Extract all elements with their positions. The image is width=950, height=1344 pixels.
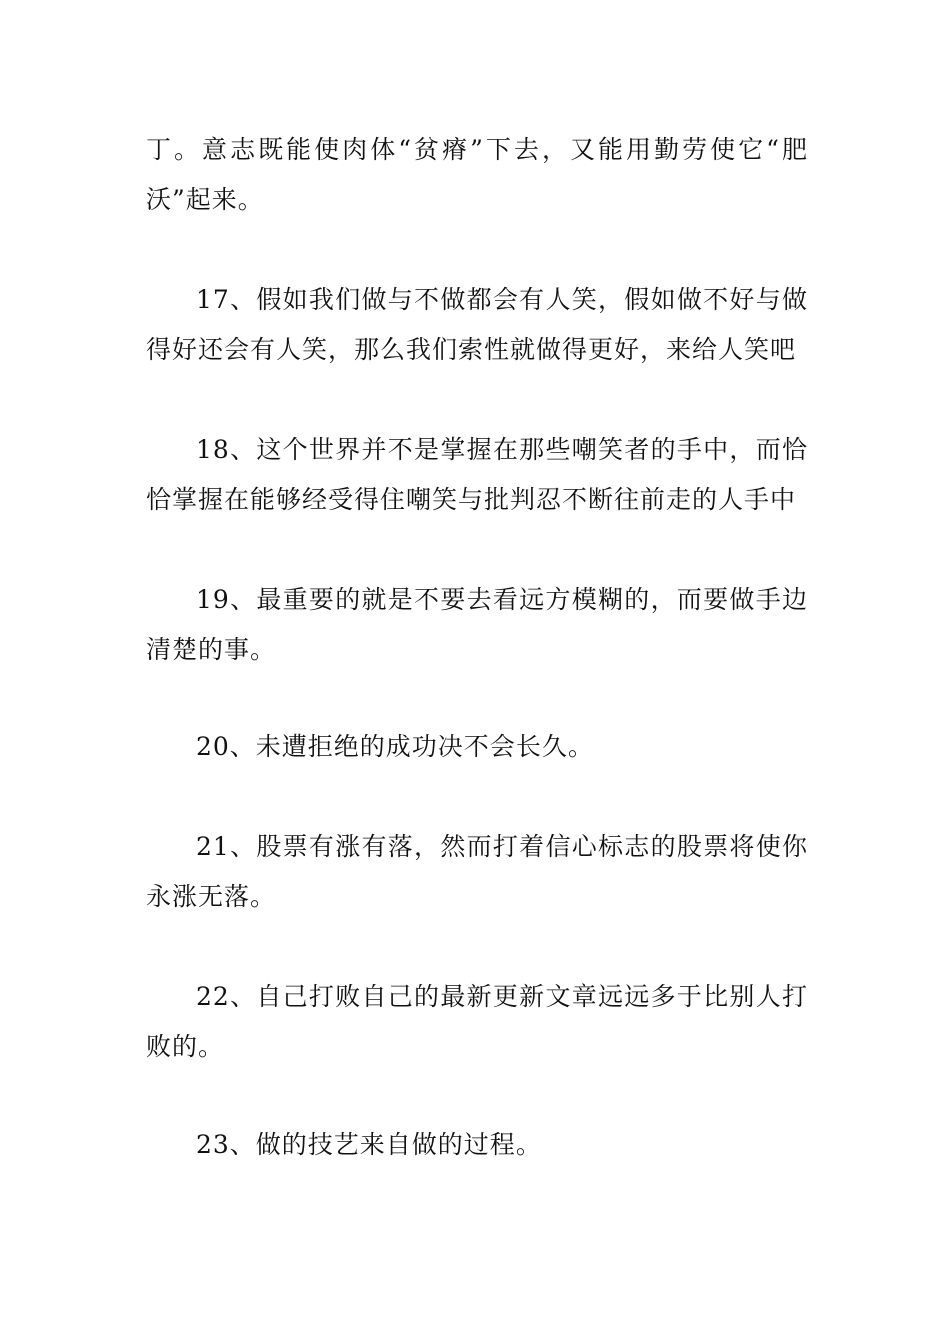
paragraph-22: 22、自己打败自己的最新更新文章远远多于比别人打败的。	[146, 982, 808, 1061]
paragraph-continued: 丁。意志既能使肉体“贫瘠”下去，又能用勤劳使它“肥沃”起来。	[146, 135, 808, 214]
paragraph-23: 23、做的技艺来自做的过程。	[196, 1130, 542, 1159]
paragraph-19: 19、最重要的就是不要去看远方模糊的，而要做手边清楚的事。	[146, 585, 808, 664]
paragraph-17: 17、假如我们做与不做都会有人笑，假如做不好与做得好还会有人笑，那么我们索性就做得更好，来给人笑吧	[146, 285, 808, 364]
paragraph-18: 18、这个世界并不是掌握在那些嘲笑者的手中，而恰恰掌握在能够经受得住嘲笑与批判忍不断往前走的人手中	[146, 435, 808, 514]
paragraph-21: 21、股票有涨有落，然而打着信心标志的股票将使你永涨无落。	[146, 832, 808, 911]
paragraph-20: 20、未遭拒绝的成功决不会长久。	[196, 732, 594, 761]
